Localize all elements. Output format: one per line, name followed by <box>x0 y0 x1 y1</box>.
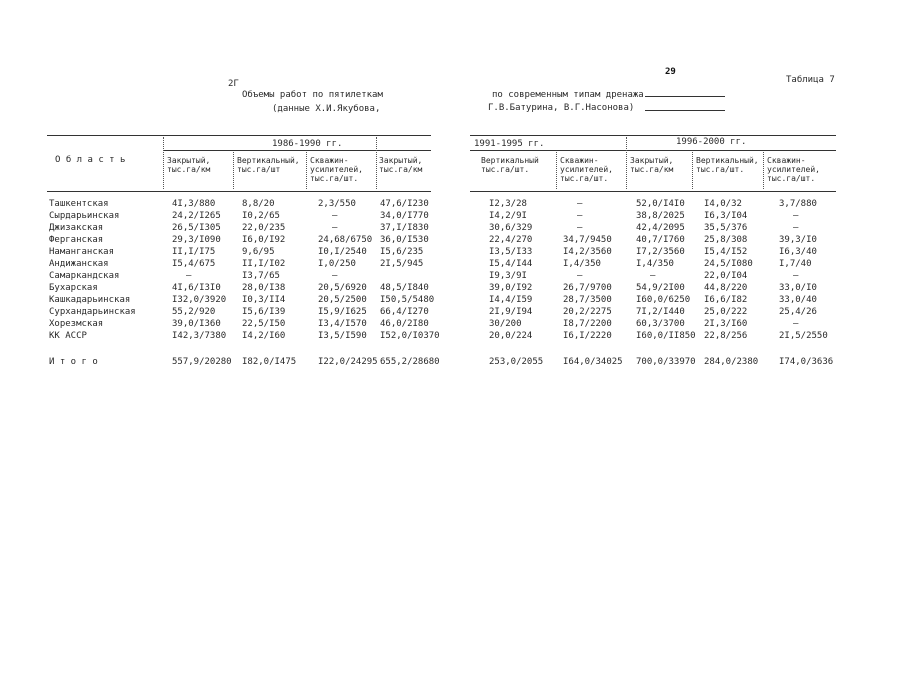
title-underline <box>645 110 725 111</box>
table-cell: I22,0/24295 <box>318 357 378 367</box>
column-separator <box>376 137 377 189</box>
table-cell: I6,6/I82 <box>704 295 748 305</box>
table-cell: I5,4/I52 <box>704 247 748 257</box>
table-cell: I4,4/I59 <box>489 295 533 305</box>
table-cell: 20,0/224 <box>489 331 533 341</box>
table-cell: I4,0/32 <box>704 199 742 209</box>
table-cell: I3,5/I590 <box>318 331 367 341</box>
table-cell: I9,3/9I <box>489 271 527 281</box>
column-separator <box>163 137 164 189</box>
table-cell: 30,6/329 <box>489 223 533 233</box>
table-row <box>0 222 900 234</box>
header-region: О б л а с т ь <box>55 155 126 165</box>
table-cell: I8,7/2200 <box>563 319 612 329</box>
region-name: Хорезмская <box>49 319 104 329</box>
table-cell: I5,9/I625 <box>318 307 367 317</box>
header-col-vertical: Вертикальный тыс.га/шт. <box>481 156 539 174</box>
table-cell: 22,4/270 <box>489 235 533 245</box>
header-period-1991: 1991-1995 гг. <box>474 139 545 149</box>
region-name: Самаркандская <box>49 271 120 281</box>
table-cell: 42,4/2095 <box>636 223 685 233</box>
region-name: Сырдарьинская <box>49 211 120 221</box>
table-cell: I,4/350 <box>563 259 601 269</box>
region-name: Кашкадарьинская <box>49 295 131 305</box>
table-cell: – <box>793 271 799 281</box>
table-cell: – <box>793 223 799 233</box>
column-separator <box>306 152 307 189</box>
table-cell: 9,6/95 <box>242 247 275 257</box>
table-cell: 38,8/2025 <box>636 211 685 221</box>
table-cell: I60,0/6250 <box>636 295 691 305</box>
table-cell: – <box>332 271 338 281</box>
table-cell: I0,3/II4 <box>242 295 286 305</box>
table-cell: 4I,6/I3I0 <box>172 283 221 293</box>
table-cell: 40,7/I760 <box>636 235 685 245</box>
table-cell: 25,4/26 <box>779 307 817 317</box>
table-cell: 2I,9/I94 <box>489 307 533 317</box>
table-cell: I52,0/I0370 <box>380 331 440 341</box>
period-rule <box>470 150 836 151</box>
table-cell: I6,3/40 <box>779 247 817 257</box>
region-name: Ташкентская <box>49 199 109 209</box>
table-cell: 33,0/I0 <box>779 283 817 293</box>
table-cell: I,7/40 <box>779 259 812 269</box>
left-page-number: 2Г <box>228 79 239 89</box>
table-cell: 4I,3/880 <box>172 199 216 209</box>
table-cell: 54,9/2I00 <box>636 283 685 293</box>
table-cell: – <box>577 271 583 281</box>
table-label: Таблица 7 <box>786 75 835 85</box>
table-cell: 52,0/I4I0 <box>636 199 685 209</box>
table-cell: 700,0/33970 <box>636 357 696 367</box>
table-row <box>0 282 900 294</box>
table-cell: II,I/I02 <box>242 259 286 269</box>
region-name: Андижанская <box>49 259 109 269</box>
header-period-1986: 1986-1990 гг. <box>272 139 343 149</box>
table-cell: 7I,2/I440 <box>636 307 685 317</box>
table-cell: – <box>186 271 192 281</box>
table-cell: I3,7/65 <box>242 271 280 281</box>
table-cell: – <box>332 223 338 233</box>
table-cell: – <box>793 319 799 329</box>
table-cell: I5,6/235 <box>380 247 424 257</box>
right-page-number: 29 <box>665 67 676 77</box>
table-cell: 29,3/I090 <box>172 235 221 245</box>
table-cell: 2I,5/945 <box>380 259 424 269</box>
table-cell: 46,0/2I80 <box>380 319 429 329</box>
table-cell: I2,3/28 <box>489 199 527 209</box>
table-row <box>0 234 900 246</box>
table-cell: I0,I/2540 <box>318 247 367 257</box>
table-cell: 55,2/920 <box>172 307 216 317</box>
region-name: Сурхандарьинская <box>49 307 136 317</box>
table-cell: I5,6/I39 <box>242 307 286 317</box>
table-cell: I4,2/I60 <box>242 331 286 341</box>
region-name: Джизакская <box>49 223 104 233</box>
table-cell: 22,0/I04 <box>704 271 748 281</box>
table-cell: 39,0/I360 <box>172 319 221 329</box>
header-col-vertical: Вертикальный, тыс.га/шт <box>237 156 300 174</box>
table-row <box>0 318 900 330</box>
table-cell: 2,3/550 <box>318 199 356 209</box>
table-cell: 25,0/222 <box>704 307 748 317</box>
table-cell: 2I,3/I60 <box>704 319 748 329</box>
table-cell: 20,5/2500 <box>318 295 367 305</box>
table-cell: 8,8/20 <box>242 199 275 209</box>
table-cell: 22,0/235 <box>242 223 286 233</box>
title-right-line1: по современным типам дренажа <box>492 90 644 100</box>
table-cell: 39,0/I92 <box>489 283 533 293</box>
table-cell: 20,2/2275 <box>563 307 612 317</box>
region-name: КК АССР <box>49 331 87 341</box>
table-cell: I,4/350 <box>636 259 674 269</box>
table-cell: I4,2/3560 <box>563 247 612 257</box>
table-cell: I3,4/I570 <box>318 319 367 329</box>
title-left-line1: Объемы работ по пятилеткам <box>242 90 383 100</box>
header-col-closed: Закрытый, тыс.га/км <box>167 156 211 174</box>
table-cell: – <box>577 199 583 209</box>
table-row <box>0 198 900 210</box>
table-top-rule <box>470 135 836 136</box>
table-cell: I64,0/34025 <box>563 357 623 367</box>
table-cell: 20,5/6920 <box>318 283 367 293</box>
table-cell: I7,2/3560 <box>636 247 685 257</box>
table-cell: I0,2/65 <box>242 211 280 221</box>
table-cell: 24,5/I080 <box>704 259 753 269</box>
table-row <box>0 306 900 318</box>
column-separator <box>763 152 764 189</box>
column-separator <box>233 152 234 189</box>
table-row <box>0 294 900 306</box>
table-cell: 24,68/6750 <box>318 235 373 245</box>
header-col-wells: Скважин-усилителей, тыс.га/шт. <box>310 156 363 183</box>
table-cell: 28,0/I38 <box>242 283 286 293</box>
table-cell: I5,4/I44 <box>489 259 533 269</box>
table-cell: 30/200 <box>489 319 522 329</box>
table-row <box>0 246 900 258</box>
table-cell: – <box>577 211 583 221</box>
table-cell: 33,0/40 <box>779 295 817 305</box>
table-cell: 47,6/I230 <box>380 199 429 209</box>
table-cell: 66,4/I270 <box>380 307 429 317</box>
table-cell: I,0/250 <box>318 259 356 269</box>
table-cell: 22,5/I50 <box>242 319 286 329</box>
region-name: Наманганская <box>49 247 115 257</box>
table-row <box>0 210 900 222</box>
table-cell: 2I,5/2550 <box>779 331 828 341</box>
table-cell: 284,0/2380 <box>704 357 759 367</box>
table-cell: I32,0/3920 <box>172 295 227 305</box>
table-cell: 37,I/I830 <box>380 223 429 233</box>
table-cell: 34,7/9450 <box>563 235 612 245</box>
table-cell: I5,4/675 <box>172 259 216 269</box>
table-cell: I6,I/2220 <box>563 331 612 341</box>
header-col-vertical: Вертикальный, тыс.га/шт. <box>696 156 759 174</box>
table-cell: I6,3/I04 <box>704 211 748 221</box>
table-cell: 34,0/I770 <box>380 211 429 221</box>
title-left-line2: (данные Х.И.Якубова, <box>272 104 381 114</box>
table-cell: 26,7/9700 <box>563 283 612 293</box>
header-col-wells: Скважин-усилителей, тыс.га/шт. <box>767 156 820 183</box>
header-period-1996: 1996-2000 гг. <box>676 137 747 147</box>
table-cell: 36,0/I530 <box>380 235 429 245</box>
table-cell: 39,3/I0 <box>779 235 817 245</box>
table-cell: 3,7/880 <box>779 199 817 209</box>
table-top-rule <box>47 135 431 136</box>
table-cell: – <box>577 223 583 233</box>
table-cell: 557,9/20280 <box>172 357 232 367</box>
table-cell: I82,0/I475 <box>242 357 297 367</box>
table-cell: 655,2/28680 <box>380 357 440 367</box>
table-cell: 48,5/I840 <box>380 283 429 293</box>
region-name: Ферганская <box>49 235 104 245</box>
table-cell: 26,5/I305 <box>172 223 221 233</box>
table-cell: II,I/I75 <box>172 247 216 257</box>
header-bottom-rule <box>47 191 431 192</box>
table-cell: 22,8/256 <box>704 331 748 341</box>
table-cell: I60,0/II850 <box>636 331 696 341</box>
period-rule <box>163 150 431 151</box>
table-row <box>0 330 900 342</box>
table-cell: 28,7/3500 <box>563 295 612 305</box>
table-cell: I3,5/I33 <box>489 247 533 257</box>
table-cell: 60,3/3700 <box>636 319 685 329</box>
table-row <box>0 270 900 282</box>
table-cell: 35,5/376 <box>704 223 748 233</box>
table-cell: – <box>650 271 656 281</box>
header-col-closed: Закрытый, тыс.га/км <box>379 156 423 174</box>
table-cell: – <box>793 211 799 221</box>
table-cell: I74,0/3636 <box>779 357 834 367</box>
header-bottom-rule <box>470 191 836 192</box>
header-col-closed: Закрытый, тыс.га/км <box>630 156 674 174</box>
table-cell: I6,0/I92 <box>242 235 286 245</box>
table-cell: 25,8/308 <box>704 235 748 245</box>
table-row <box>0 258 900 270</box>
table-cell: I42,3/7380 <box>172 331 227 341</box>
column-separator <box>556 152 557 189</box>
column-separator <box>626 137 627 189</box>
table-cell: I50,5/5480 <box>380 295 435 305</box>
table-cell: – <box>332 211 338 221</box>
table-cell: I4,2/9I <box>489 211 527 221</box>
header-col-wells: Скважин-усилителей, тыс.га/шт. <box>560 156 613 183</box>
table-cell: 24,2/I265 <box>172 211 221 221</box>
total-row <box>0 356 900 368</box>
total-label: И т о г о <box>49 357 98 367</box>
title-underline <box>645 96 725 97</box>
title-right-line2: Г.В.Батурина, В.Г.Насонова) <box>488 103 635 113</box>
column-separator <box>692 152 693 189</box>
region-name: Бухарская <box>49 283 98 293</box>
table-cell: 253,0/2055 <box>489 357 544 367</box>
table-cell: 44,8/220 <box>704 283 748 293</box>
